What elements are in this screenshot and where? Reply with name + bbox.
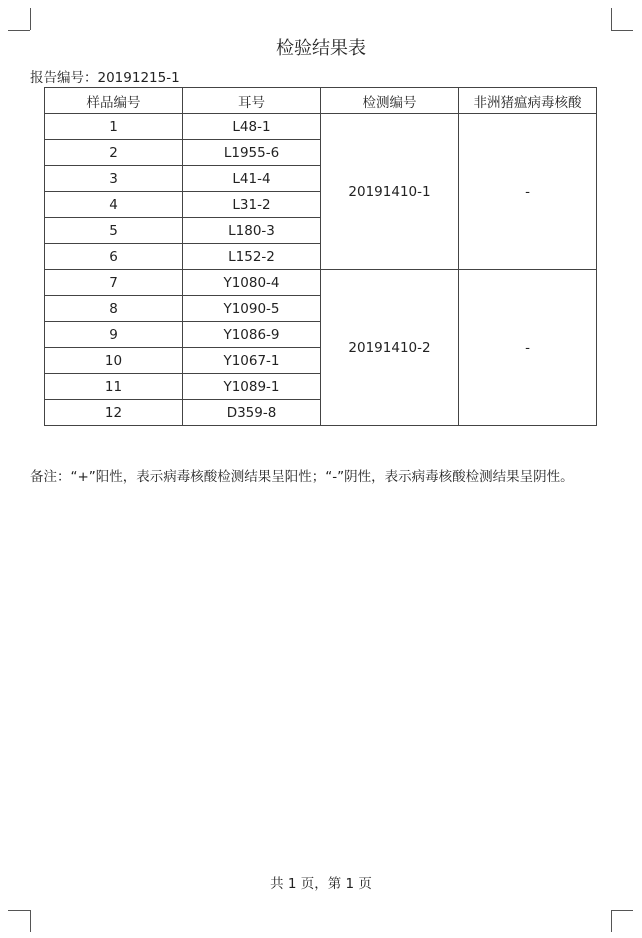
sample-no-cell: 11	[45, 374, 183, 400]
note: 备注：“+”阳性，表示病毒核酸检测结果呈阳性；“-”阴性，表示病毒核酸检测结果呈阴性。	[30, 469, 574, 485]
ear-no-cell: L31-2	[183, 192, 321, 218]
header-asfv: 非洲猪瘟病毒核酸	[459, 88, 597, 114]
sample-no-cell: 3	[45, 166, 183, 192]
test-no-cell: 20191410-2	[321, 270, 459, 426]
ear-no-cell: D359-8	[183, 400, 321, 426]
sample-no-cell: 5	[45, 218, 183, 244]
sample-no-cell: 2	[45, 140, 183, 166]
sample-no-cell: 9	[45, 322, 183, 348]
header-test-no: 检测编号	[321, 88, 459, 114]
corner-mark	[30, 8, 31, 30]
sample-no-cell: 6	[45, 244, 183, 270]
ear-no-cell: L41-4	[183, 166, 321, 192]
results-table	[44, 87, 597, 426]
corner-mark	[8, 30, 30, 31]
sample-no-cell: 8	[45, 296, 183, 322]
ear-no-cell: Y1086-9	[183, 322, 321, 348]
table-row	[45, 114, 597, 140]
corner-mark	[611, 910, 633, 911]
sample-no-cell: 4	[45, 192, 183, 218]
ear-no-cell: L1955-6	[183, 140, 321, 166]
report-number: 报告编号：20191215-1	[30, 70, 180, 86]
header-ear-no: 耳号	[183, 88, 321, 114]
ear-no-cell: Y1089-1	[183, 374, 321, 400]
ear-no-cell: L180-3	[183, 218, 321, 244]
result-cell: -	[459, 270, 597, 426]
ear-no-cell: L48-1	[183, 114, 321, 140]
result-cell: -	[459, 114, 597, 270]
corner-mark	[611, 910, 612, 932]
corner-mark	[8, 910, 30, 911]
table-row	[45, 270, 597, 296]
test-no-cell: 20191410-1	[321, 114, 459, 270]
corner-mark	[611, 30, 633, 31]
ear-no-cell: Y1080-4	[183, 270, 321, 296]
sample-no-cell: 1	[45, 114, 183, 140]
ear-no-cell: Y1090-5	[183, 296, 321, 322]
sample-no-cell: 12	[45, 400, 183, 426]
ear-no-cell: Y1067-1	[183, 348, 321, 374]
page-title: 检验结果表	[276, 38, 366, 59]
header-sample-no: 样品编号	[45, 88, 183, 114]
corner-mark	[30, 910, 31, 932]
sample-no-cell: 7	[45, 270, 183, 296]
corner-mark	[611, 8, 612, 30]
sample-no-cell: 10	[45, 348, 183, 374]
ear-no-cell: L152-2	[183, 244, 321, 270]
page-footer: 共 1 页，第 1 页	[270, 876, 372, 892]
table-header	[45, 88, 597, 114]
